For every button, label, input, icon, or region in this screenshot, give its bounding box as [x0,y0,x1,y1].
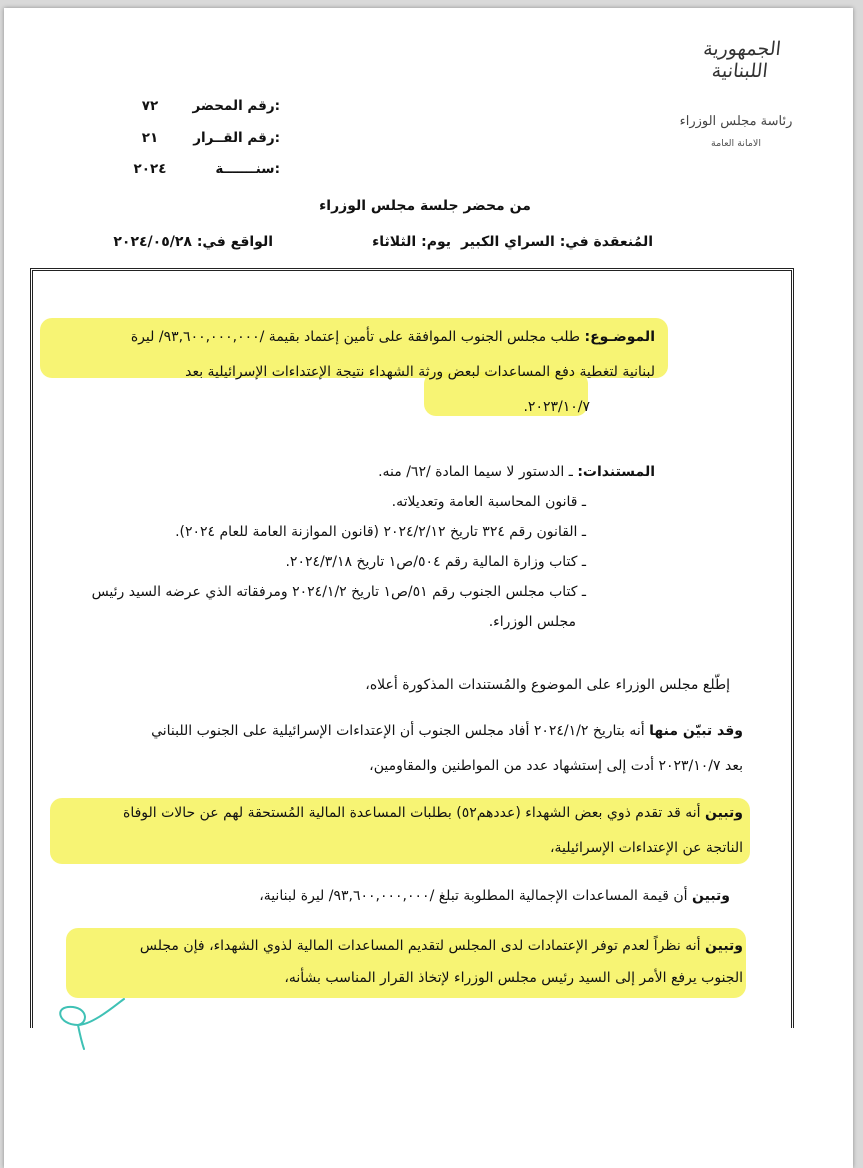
subject-line2: لبنانية لتغطية دفع المساعدات لبعض ورثة الشهداء نتيجة الإعتداءات الإسرائيلية بعد [185,364,655,380]
document-item-5: ـ كتاب مجلس الجنوب رقم ٥١/ص١ تاريخ ٢٠٢٤/١/٢ ومرفقاته الذي عرضه السيد رئيس [91,584,586,600]
subject-line3: ٢٠٢٣/١٠/٧. [523,399,590,415]
document-item-4: ـ كتاب وزارة المالية رقم ٥٠٤/ص١ تاريخ ٢٠٢٤/٣/١٨. [285,554,586,570]
place-value: السراي الكبير [460,234,555,250]
documents-line1 [378,462,655,482]
session-place [461,234,653,250]
logo-title-line2: اللبنانية [710,60,769,82]
date-value: ٢٠٢٤/٠٥/٢٨ [113,234,192,250]
date-label: الواقع في: [196,234,273,250]
minutes-number-row [110,98,280,120]
subject-line1 [50,327,655,347]
document-item-3: ـ القانون رقم ٣٢٤ تاريخ ٢٠٢٤/٢/١٢ (قانون الموازنة العامة للعام ٢٠٢٤). [175,524,586,540]
page-title: من محضر جلسة مجلس الوزراء [319,198,531,214]
document-item-1: ـ الدستور لا سيما المادة /٦٢/ منه. [378,464,573,480]
year-label: سنـــــــة: [215,161,280,177]
decision-number-row [110,130,280,152]
p1-line1 [53,721,743,741]
session-date [113,234,273,250]
p4-lead: وتبين [705,938,743,954]
session-day [372,234,451,250]
place-label: المُنعقدة في: [559,234,653,250]
day-value: الثلاثاء [372,234,417,250]
decision-label: رقم القــرار: [193,130,280,146]
signature-mark [48,995,138,1055]
p1-line2: بعد ٢٠٢٣/١٠/٧ أدت إلى إستشهاد عدد من المواطنين والمقاومين، [369,758,743,774]
documents-label: المستندات: [577,464,655,480]
year-row [110,161,280,183]
p4-line1 [53,936,743,956]
content-frame [30,268,794,1028]
year-value: ٢٠٢٤ [133,161,167,177]
logo-office: رئاسة مجلس الوزراء [679,114,793,129]
intro-text: إطّلع مجلس الوزراء على الموضوع والمُستندات المذكورة أعلاه، [365,677,730,693]
p3-text-1: أن قيمة المساعدات الإجمالية المطلوبة تبلغ /٩٣,٦٠٠,٠٠٠,٠٠٠/ ليرة لبنانية، [259,888,688,904]
document-item-5-cont: مجلس الوزراء. [488,614,576,630]
subject-label: الموضـوع: [584,329,655,345]
document-item-2: ـ قانون المحاسبة العامة وتعديلاته. [391,494,586,510]
p2-line1 [53,803,743,823]
emblem-logo [684,38,799,82]
p1-text-1: أنه بتاريخ ٢٠٢٤/١/٢ أفاد مجلس الجنوب أن الإعتداءات الإسرائيلية على الجنوب اللبناني [151,723,645,739]
logo-dept: الامانة العامة [711,138,761,149]
minutes-value: ٧٢ [141,98,159,114]
p4-text-1: أنه نظراً لعدم توفر الإعتمادات لدى المجلس لتقديم المساعدات المالية لذوي الشهداء، فإن مجلس [139,938,701,954]
decision-value: ٢١ [141,130,159,146]
day-label: يوم: [421,234,451,250]
subject-text-1: طلب مجلس الجنوب الموافقة على تأمين إعتماد بقيمة /٩٣,٦٠٠,٠٠٠,٠٠٠/ ليرة [130,329,581,345]
p2-line2: الناتجة عن الإعتداءات الإسرائيلية، [549,840,743,856]
p3-lead: وتبين [692,888,730,904]
p4-line2: الجنوب يرفع الأمر إلى السيد رئيس مجلس الوزراء لإتخاذ القرار المناسب بشأنه، [284,970,743,986]
minutes-label: رقم المحضر: [192,98,280,114]
p2-lead: وتبين [705,805,743,821]
logo-title-line1: الجمهورية [702,38,783,60]
p3-line1 [259,886,730,906]
p2-text-1: أنه قد تقدم ذوي بعض الشهداء (عددهم٥٢) بطلبات المساعدة المالية المُستحقة لهم عن حالات الوفاة [122,805,701,821]
p1-lead: وقد تبيّن منها [649,723,743,739]
